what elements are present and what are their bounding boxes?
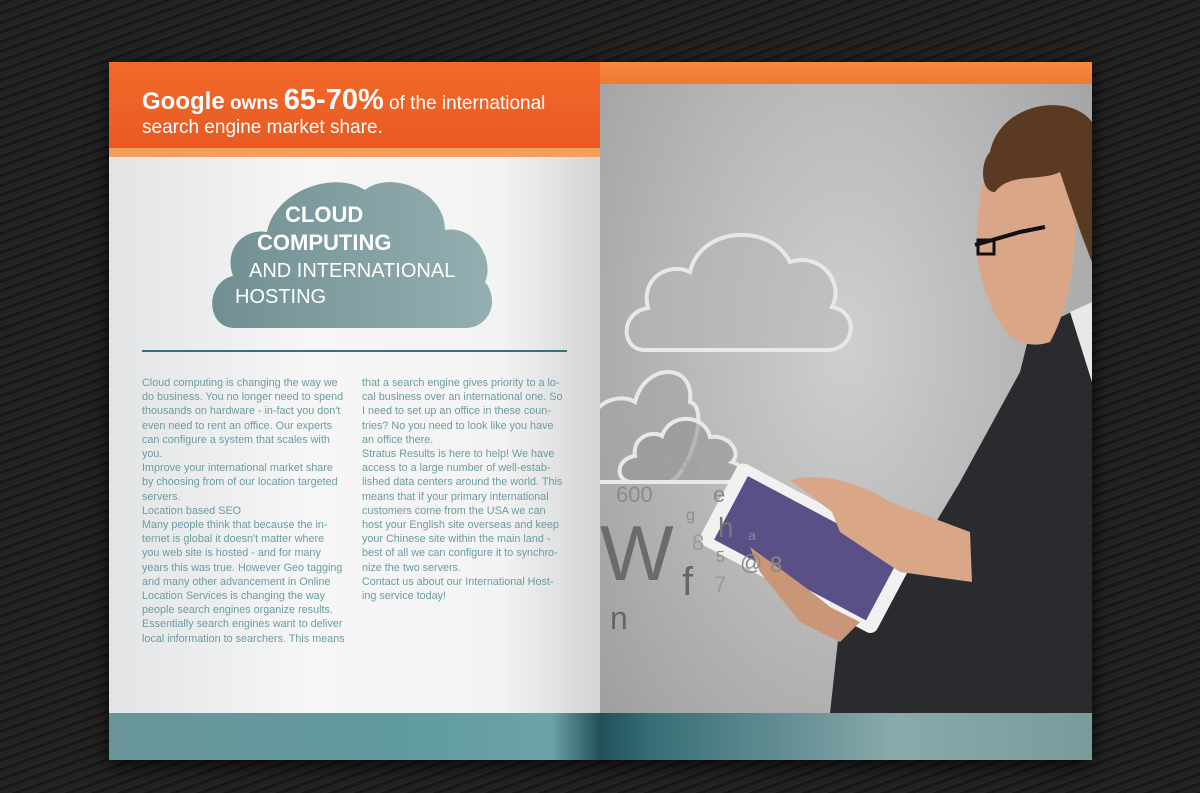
body-text-line: that a search engine gives priority to a lo- xyxy=(362,377,560,389)
body-text-line: access to a large number of well-estab- xyxy=(362,462,551,475)
header-stripe xyxy=(109,148,600,157)
body-text-line: Many people think that because the in- xyxy=(142,519,328,532)
body-text-line: an office there. xyxy=(362,433,434,446)
floating-char: 7 xyxy=(714,572,727,597)
body-column-1 xyxy=(142,376,357,646)
body-text-line: nize the two servers. xyxy=(362,561,462,574)
body-text-line: Contact us about our International Host- xyxy=(362,575,554,588)
owns-text: owns xyxy=(229,93,279,114)
body-text-line: by choosing from of our location targeted xyxy=(142,476,338,489)
man-with-tablet-illustration xyxy=(600,62,1092,760)
floating-char: a xyxy=(748,527,756,543)
body-text-line: ing service today! xyxy=(362,590,447,603)
floating-char: 600 xyxy=(616,482,653,507)
body-text-line: local information to searchers. This means xyxy=(142,632,345,645)
body-text-line: you web site is hosted - and for many xyxy=(142,547,321,560)
body-text-line: best of all we can configure it to synchro- xyxy=(362,547,558,560)
floating-char: W xyxy=(600,509,674,597)
floating-char: h xyxy=(718,512,734,543)
left-page xyxy=(109,62,600,760)
floating-char: 8 xyxy=(770,552,783,577)
body-text-line: people search engines organize results. xyxy=(142,604,333,617)
header-banner xyxy=(109,62,600,148)
floating-char: 5 xyxy=(716,549,725,566)
brand-text: Google xyxy=(142,88,225,115)
cloud-heading-line1: CLOUD xyxy=(285,202,364,227)
cloud-heading xyxy=(205,170,495,340)
brochure-spread xyxy=(109,62,1092,760)
floating-char: @ xyxy=(740,550,763,575)
floating-char: e xyxy=(713,482,726,507)
body-text-line: tries? No you need to look like you have xyxy=(362,419,554,432)
market-share-range: 65-70% xyxy=(283,84,384,116)
body-column-2 xyxy=(362,376,577,603)
header-line1-rest: of the international xyxy=(389,93,546,114)
header-headline xyxy=(142,84,546,140)
body-text-line: and many other advancement in Online xyxy=(142,575,331,588)
body-text-line: Cloud computing is changing the way we xyxy=(142,377,338,389)
body-text-line: servers. xyxy=(142,490,181,503)
right-page-photo xyxy=(600,62,1092,760)
body-text-line: lished data centers around the world. This xyxy=(362,476,563,489)
body-text-line: even need to rent an office. Our experts xyxy=(142,419,333,432)
body-text-line: host your English site overseas and keep xyxy=(362,519,559,532)
body-text-line: do business. You no longer need to spend xyxy=(142,391,344,404)
body-text-line: means that if your primary international xyxy=(362,490,549,503)
floating-char: g xyxy=(686,507,695,524)
section-divider xyxy=(142,350,567,352)
body-text-line: your Chinese site within the main land - xyxy=(362,533,551,546)
body-text-line: thousands on hardware - in-fact you don't xyxy=(142,405,341,418)
floating-char: f xyxy=(682,560,694,604)
cloud-heading-line2: COMPUTING xyxy=(257,230,392,255)
body-text-line: Improve your international market share xyxy=(142,462,333,475)
floating-char: 8 xyxy=(692,530,705,555)
floating-char: 41 % xyxy=(650,455,701,480)
header-line2: search engine market share. xyxy=(142,117,383,138)
body-text-line: cal business over an international one. So xyxy=(362,391,563,404)
body-text-line: Essentially search engines want to deliver xyxy=(142,618,343,631)
body-text-line: Location Services is changing the way xyxy=(142,590,326,603)
cloud-heading-line3: AND INTERNATIONAL xyxy=(249,260,456,282)
body-text-line: customers come from the USA we can xyxy=(362,504,546,517)
body-text-line: I need to set up an office in these coun- xyxy=(362,405,551,418)
body-text-line: years this was true. However Geo tagging xyxy=(142,561,343,574)
floating-char: n xyxy=(610,600,628,636)
body-text-line: ternet is global it doesn't matter where xyxy=(142,533,325,546)
body-text-line: Location based SEO xyxy=(142,504,242,517)
body-text-line: you. xyxy=(142,448,163,461)
body-text-line: can configure a system that scales with xyxy=(142,433,330,446)
cloud-heading-line4: HOSTING xyxy=(235,286,327,308)
body-text-line: Stratus Results is here to help! We have xyxy=(362,448,555,461)
